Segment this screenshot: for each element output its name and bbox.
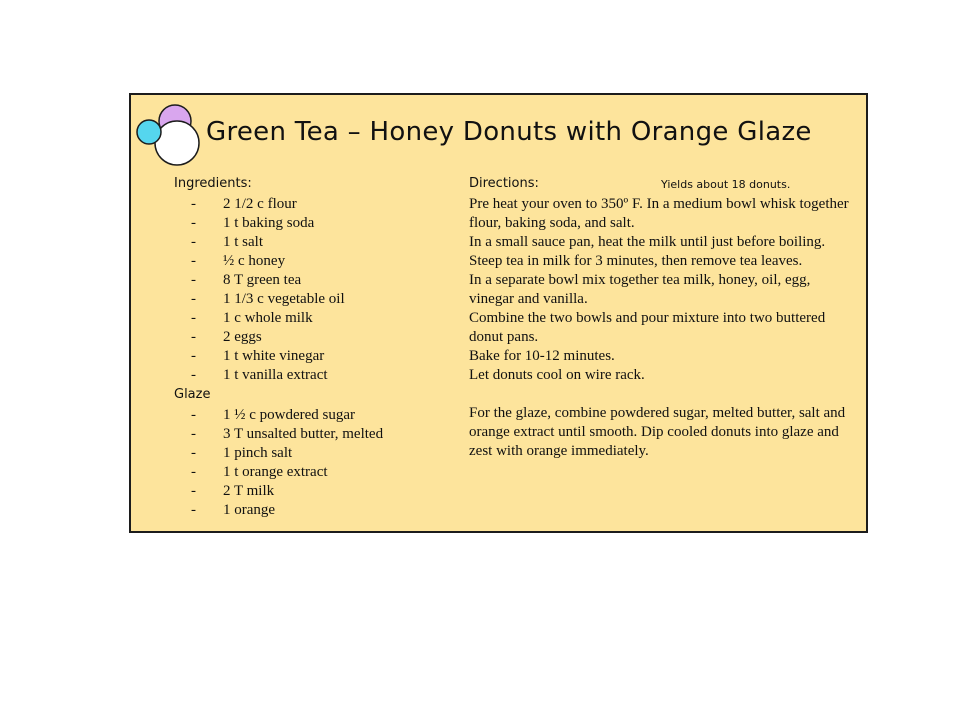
direction-step: Pre heat your oven to 350º F. In a medium bowl whisk together flour, baking soda, and salt. — [469, 196, 849, 231]
bullet-dash: - — [191, 310, 196, 326]
glaze-ingredient-text: 1 pinch salt — [223, 445, 293, 461]
ingredient-text: 1 t salt — [223, 234, 263, 250]
bullet-dash: - — [191, 483, 196, 499]
glaze-ingredient-text: 2 T milk — [223, 483, 275, 499]
directions-label: Directions: — [469, 176, 539, 191]
white-circle-icon — [155, 121, 199, 165]
recipe-card — [129, 93, 868, 533]
direction-step: Bake for 10-12 minutes. — [469, 348, 615, 364]
bullet-dash: - — [191, 407, 196, 423]
ingredients-label: Ingredients: — [174, 176, 252, 191]
bullet-dash: - — [191, 426, 196, 442]
glaze-direction: For the glaze, combine powdered sugar, melted butter, salt and orange extract until smooth. Dip cooled donuts into glaze and zest with orange immediately. — [469, 405, 846, 459]
direction-step: Let donuts cool on wire rack. — [469, 367, 645, 383]
directions-text — [469, 195, 849, 461]
paragraph-gap — [469, 385, 849, 404]
ingredient-text: 1 c whole milk — [223, 310, 313, 326]
ingredient-text: 1 1/3 c vegetable oil — [223, 291, 345, 307]
bullet-dash: - — [191, 464, 196, 480]
ingredient-text: 2 1/2 c flour — [223, 196, 297, 212]
bullet-dash: - — [191, 367, 196, 383]
bullet-dash: - — [191, 272, 196, 288]
bullet-dash: - — [191, 329, 196, 345]
recipe-title: Green Tea – Honey Donuts with Orange Glaze — [206, 117, 812, 147]
direction-step: In a small sauce pan, heat the milk until just before boiling. Steep tea in milk for 3 minutes, then remove tea leaves. — [469, 234, 826, 269]
ingredient-text: 1 t baking soda — [223, 215, 315, 231]
ingredient-text: 1 t white vinegar — [223, 348, 325, 364]
direction-step: Combine the two bowls and pour mixture into two buttered donut pans. — [469, 310, 826, 345]
yields-note: Yields about 18 donuts. — [661, 178, 791, 191]
direction-step: In a separate bowl mix together tea milk, honey, oil, egg, vinegar and vanilla. — [469, 272, 811, 307]
glaze-ingredient-text: 1 t orange extract — [223, 464, 328, 480]
bullet-dash: - — [191, 445, 196, 461]
ingredient-text: 1 t vanilla extract — [223, 367, 328, 383]
glaze-ingredient-text: 1 ½ c powdered sugar — [223, 407, 356, 423]
bullet-dash: - — [191, 215, 196, 231]
bullet-dash: - — [191, 234, 196, 250]
bullet-dash: - — [191, 253, 196, 269]
bullet-dash: - — [191, 291, 196, 307]
cyan-circle-icon — [137, 120, 161, 144]
glaze-label: Glaze — [174, 387, 211, 402]
glaze-ingredient-text: 1 orange — [223, 502, 276, 518]
ingredient-text: ½ c honey — [223, 253, 286, 269]
bullet-dash: - — [191, 196, 196, 212]
glaze-ingredient-text: 3 T unsalted butter, melted — [223, 426, 384, 442]
bullet-dash: - — [191, 348, 196, 364]
ingredient-text: 2 eggs — [223, 329, 262, 345]
bullet-dash: - — [191, 502, 196, 518]
circles-logo-icon — [135, 101, 205, 171]
ingredient-text: 8 T green tea — [223, 272, 302, 288]
